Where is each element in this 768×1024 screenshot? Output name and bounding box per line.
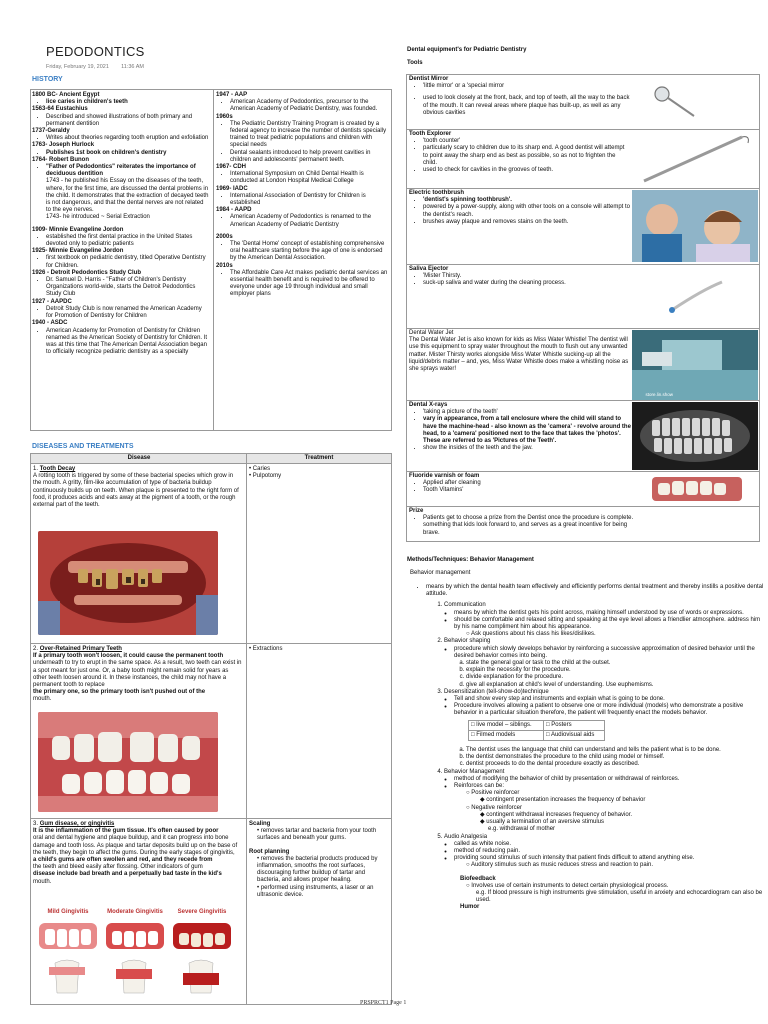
tool-prize <box>406 506 760 542</box>
disease-desc-bold: If a primary tooth won't loosen, it could cause the permanent tooth <box>33 653 224 660</box>
method-shaping: 2. Behavior shaping ◦ procedure which slowly develops behavior by reinforcing a successive approximation of desired behavior until the desired behavior comes into being. a. state the general goal or task to the child at the outset. b. explain the necessity for the procedure. c. divide explanation for the procedure. d. give all explanation at child's level of understanding. Use euphemisms. <box>444 638 764 688</box>
electric-toothbrush-photo <box>632 190 758 262</box>
history-entry-heading: 1967- CDH <box>216 164 247 171</box>
history-entry <box>32 248 210 270</box>
tool-item: • used to check for cavities in the grooves of teeth. <box>423 167 631 174</box>
gingivitis-stages <box>35 909 235 1001</box>
tool-item: • Patients get to choose a prize from the Dentist once the procedure is complete. something that kids look forward to, and serves as a great incentive for being brave. <box>423 515 643 537</box>
row-line <box>31 818 391 819</box>
row-line <box>31 643 391 644</box>
history-entry <box>216 234 388 263</box>
tool-tooth-explorer <box>406 129 760 188</box>
history-entry <box>32 157 210 227</box>
method-behavior-management: 4. Behavior Management ◦ method of modifying the behavior of child by presentation or withdrawal of reinforces. ◦ Reinforces can be: ○ Positive reinforcer ◆ contingent presentation increases the frequency of behavior ○ Negative reinforcer ◆ contingent withdrawal increases frequency of behavior. ◆ usually a termination of an aversive stimulus e.g. withdrawal of mother <box>444 769 764 834</box>
tool-name: Tooth Explorer <box>409 131 452 137</box>
planing-heading: Root planning <box>249 848 290 855</box>
history-entry-item: • Detroit Study Club is now renamed the American Academy for Promotion of Dentistry for Children <box>46 306 210 320</box>
history-entry-heading: 1960s <box>216 113 233 120</box>
page-footer: PRSPRCT1 Page 1 <box>360 1000 407 1006</box>
history-entry-item: • "Father of Pedodontics" reiterates the importance of deciduous dentition <box>46 164 210 178</box>
tool-name: Dental Water Jet <box>409 330 454 336</box>
tool-item: • used to look closely at the front, back, and top of teeth, all the way to the back of the mouth. It can reveal areas where plaque has built-up, as well as any obvious cavities <box>423 95 631 117</box>
disease-desc: oral and dental hygiene and plaque buildup, and it can progress into bone damage and tooth loss. As plaque and tartar deposits build up on the base of the teeth, they begin to affect the gums. During the early stages of gingivitis, <box>33 835 238 856</box>
history-entry-heading: 1927 - AAPDC <box>32 298 72 305</box>
disease-desc: A rotting tooth is triggered by some of these bacterial species which grow in the mouth. A gritty, film-like accumulation of type of bacteria buildup continuously builds up on teeth. When plaque is presented to the right form of food, it produces acids and eats away at the pigment of a tooth, or the rough external part of the teeth. <box>33 473 239 509</box>
col-treatment-header: Treatment <box>247 454 391 463</box>
history-entry-item: • established the first dental practice in the United States devoted only to pediatric patients <box>46 234 210 248</box>
method-audio-analgesia: 5. Audio Analgesia ◦ called as white noise. ◦ method of reducing pain. ◦ providing sound stimulus of such intensity that patient finds difficult to attend anything else. ○ Auditory stimulus such as music reduces stress and reaction to pain. <box>444 834 764 870</box>
dentist-mirror-image <box>632 76 758 128</box>
date-text: Friday, February 19, 2021 <box>46 64 109 70</box>
diseases-col-divider <box>246 454 247 1004</box>
methods-list <box>416 602 764 869</box>
water-jet-caption: store.lin.show <box>645 392 673 397</box>
history-entry <box>32 320 210 356</box>
history-entry <box>32 92 210 106</box>
treatment-item: • removes tartar and bacteria from your tooth surfaces and beneath your gums. <box>257 828 377 842</box>
history-entry-heading: 2010s <box>216 262 233 269</box>
tool-item: • 'dentist's spinning toothbrush'. <box>423 197 631 204</box>
history-entry <box>32 299 210 321</box>
diseases-heading: DISEASES AND TREATMENTS <box>32 443 134 450</box>
scaling-heading: Scaling <box>249 821 271 827</box>
treatment-over-retained <box>249 646 389 653</box>
tool-electric-toothbrush <box>406 188 760 264</box>
history-entry <box>32 128 210 142</box>
history-entry <box>216 263 388 299</box>
diseases-table <box>30 453 392 1005</box>
history-entry-heading: 1764- Robert Bunon <box>32 156 90 163</box>
history-entry-item: • Dr. Samuel D. Harris - "Father of Children's Dentistry Organizations world-wide, starts the Detroit Pedodontics Study Club <box>46 277 210 299</box>
disease-name: Gum disease, or gingivitis <box>39 821 115 827</box>
history-entry-heading: 1969- IADC <box>216 185 248 192</box>
tool-item: • powered by a power-supply, along with other tools on a console will attempt to the dentist's reach. <box>423 204 631 218</box>
treatment-gingivitis <box>249 821 387 899</box>
tooth-decay-photo <box>38 531 218 635</box>
history-entry-item: • American Academy for Promotion of Dentistry for Children renamed as the American Society of Dentistry for Children. It was at this time that The American Dental Association began to officially recognize pediatric dentistry as a specialty <box>46 328 210 357</box>
tool-name: Prize <box>409 508 424 514</box>
tool-item: • vary in appearance, from a tall enclosure where the child will stand to have the machine-head - also known as the 'camera' - revolve around the head, to a 'camera' positioned next to the face that takes the 'photos'. These are referred to as 'Pictures of the Teeth'. <box>423 416 631 445</box>
history-entry-item: • The Affordable Care Act makes pediatric dental services an essential health benefit and is required to be offered to everyone under age 19 through individual and small employer plans <box>230 270 388 299</box>
history-entry-heading: 1940 - ASDC <box>32 320 68 327</box>
history-entry-item: • The 'Dental Home' concept of establishing comprehensive oral healthcare starting before the age of one is endorsed by the American Dental Association. <box>230 241 388 263</box>
history-entry-item: • first textbook on pediatric dentistry, titled Operative Dentistry for Children. <box>46 255 210 269</box>
history-entry-heading: 1925- Minnie Evangeline Jordon <box>32 248 124 255</box>
tool-item: • 'taking a picture of the teeth' <box>423 409 631 416</box>
page-title: PEDODONTICS <box>46 44 145 59</box>
treatment-item: • removes the bacterial products produced by inflammation, smooths the root surfaces, discouraging further buildup of tartar and bacteria, and allows proper healing. <box>257 855 378 884</box>
history-entry-note: 1743 - he published his Essay on the diseases of the teeth, where, for the first time, are discussed the dental problems in the child. It demonstrates that the extraction of decayed teeth is not dangerous, and that the dental nerves are not related to the eye nerves. <box>46 178 209 214</box>
disease-name: Over-Retained Primary Teeth <box>39 646 122 652</box>
tool-item: • show the insides of the teeth and the jaw. <box>423 445 631 452</box>
history-entry <box>32 227 210 249</box>
tool-name: Dental X-rays <box>409 402 448 408</box>
tool-dental-xrays <box>406 400 760 471</box>
history-entry <box>216 207 388 234</box>
history-entry-item: • Writes about theories regarding tooth eruption and exfoliation <box>46 135 210 142</box>
primary-teeth-photo <box>38 712 218 812</box>
tool-item: • particularly scary to children due to its sharp end. A good dentist will attempt to point away the sharp end as best as possible, so as not to frighten the child. <box>423 145 631 167</box>
history-entry-heading: 1909- Minnie Evangeline Jordon <box>32 226 124 233</box>
tool-item: • 'Mister Thirsty. <box>423 273 631 280</box>
method-communication: 1. Communication ◦ means by which the dentist gets his point across, making himself understood by use of words or expressions. ◦ should be comfortable and relaxed sitting and speaking at the eye level allows a friendlier atmosphere. address him by his name compliment him about his appearance. ○ Ask questions about his class his likes/dislikes. <box>444 602 764 638</box>
tool-item: • 'little mirror' or a 'special mirror <box>423 83 631 90</box>
history-entry-heading: 1800 BC- Ancient Egypt <box>32 92 100 98</box>
fluoride-photo <box>632 473 758 505</box>
tools-heading: Tools <box>407 60 423 66</box>
tool-item: • 'tooth counter' <box>423 138 631 145</box>
disease-row-tooth-decay <box>33 466 243 509</box>
tool-item: • Applied after cleaning <box>423 480 631 487</box>
stage-label-mild: Mild Gingivitis <box>47 909 89 915</box>
tool-item: • suck-up saliva and water during the cleaning process. <box>423 280 631 287</box>
history-right-col <box>216 92 388 299</box>
history-entry-item: • American Academy of Pedodontics, precursor to the American Academy of Pediatric Dentistry, was founded. <box>230 99 388 113</box>
page-date <box>46 64 144 70</box>
treatment-item: • Pulpotomy <box>249 473 282 480</box>
stage-label-moderate: Moderate Gingivitis <box>107 909 163 915</box>
disease-desc-bold: a child's gums are often swollen and red, and they recede from <box>33 857 213 864</box>
history-entry <box>32 106 210 128</box>
history-left-col <box>32 92 210 356</box>
history-entry-note: 1743- he introduced ~ Serial Extraction <box>46 214 150 221</box>
disease-desc: the teeth and bleed easily after flossing. Other indicators of gum <box>33 864 203 871</box>
water-jet-photo <box>632 330 758 400</box>
history-entry-heading: 1926 - Detroit Pedodontics Study Club <box>32 269 142 276</box>
disease-name: Tooth Decay <box>39 466 76 472</box>
treatment-item: • performed using instruments, a laser or an ultrasonic device. <box>257 884 374 898</box>
equipment-heading: Dental equipment's for Pediatric Dentistry <box>407 47 527 53</box>
row-num: 2. <box>33 646 39 652</box>
methods-intro: Behavior management <box>410 570 471 576</box>
modeling-grid: □ live model – siblings. □ Posters □ Filmed models □ Audiovisual aids <box>468 720 605 741</box>
tool-name: Electric toothbrush <box>409 190 465 196</box>
treatment-item: • Caries <box>249 466 271 472</box>
dental-xray-image <box>632 402 758 470</box>
disease-row-over-retained <box>33 646 243 704</box>
history-divider <box>213 90 214 430</box>
disease-row-gingivitis <box>33 821 243 886</box>
saliva-ejector-image <box>632 266 758 326</box>
method-desensitization: 3. Desensitization (tell-show-do)technique ◦ Tell and show every step and instruments and explain what is going to be done. ◦ Procedure involves allowing a patient to observe one or more individual (models) who demonstrate a positive behavior in a particular situation therefore, the patient will frequently enact the models behavior. □ live model – siblings. □ Posters □ Filmed models □ Audiovisual aids a. The dentist uses the language that child can understand and tells the patient what is to be done. b. the dentist demonstrates the procedure to the child using model or himself. c. dentist proceeds to do the dental procedure exactly as described. <box>444 689 764 769</box>
history-entry-item: • International Association of Dentistry for Children is established <box>230 193 388 207</box>
disease-desc: underneath to try to erupt in the same space. As a result, two teeth can exist in a spot meant for just one. Or, a baby tooth might remain solid for years as other teeth loosen around it. In these instances, the child may not have a permanent tooth to replace <box>33 660 242 689</box>
history-entry-item: • lice caries in children's teeth <box>46 99 210 106</box>
history-entry <box>216 186 388 208</box>
method-biofeedback: Biofeedback ○ Involves use of certain instruments to detect certain physiological process. e.g. If blood pressure is high instruments give stimulation, useful in anxiety and echocardiogram can also be used. Humor <box>460 875 763 911</box>
time-text: 11:36 AM <box>121 64 144 70</box>
methods-body <box>416 584 764 912</box>
stage-label-severe: Severe Gingivitis <box>177 909 227 915</box>
history-entry-heading: 1763- Joseph Hurlock <box>32 142 95 149</box>
tool-dentist-mirror <box>406 74 760 129</box>
methods-bullet: • means by which the dental health team effectively and efficiently performs dental treatment and thereby instills a positive dental attitude. <box>426 584 764 598</box>
history-entry <box>32 142 210 156</box>
history-heading: HISTORY <box>32 76 63 83</box>
history-entry-heading: 1563-64 Eustachius <box>32 106 88 113</box>
treatment-item: • Extractions <box>249 646 283 652</box>
tool-paragraph: The Dental Water Jet is also known for kids as Miss Water Whistle! The dentist will use this equipment to spray water throughout the mouth to flush out any unwanted matter. Mister Thirsty works alongside Miss Water Whistle sucking-up all the liquid/debris matter – and, yes, Miss Water Whistle does make a whistling noise as she sprays water! <box>409 337 629 373</box>
disease-desc-bold: the primary one, so the primary tooth isn't pushed out of the <box>33 689 206 696</box>
history-entry-heading: 1737-Geraldy <box>32 128 70 135</box>
history-entry <box>216 92 388 114</box>
tool-saliva-ejector <box>406 264 760 328</box>
disease-desc-end: mouth. <box>33 696 52 703</box>
history-entry-item: • Dental sealants introduced to help prevent cavities in children and adolescents' permanent teeth. <box>230 150 388 164</box>
treatment-tooth-decay <box>249 466 389 480</box>
tool-item: • Tooth Vitamins' <box>423 487 631 494</box>
row-line <box>31 463 391 464</box>
disease-desc-bold: It is the inflammation of the gum tissue. It's often caused by poor <box>33 828 219 835</box>
col-disease-header: Disease <box>31 454 247 463</box>
gingivitis-illustration <box>35 919 235 999</box>
history-table <box>30 89 392 431</box>
history-entry <box>216 164 388 186</box>
disease-desc-end: mouth. <box>33 878 52 885</box>
history-entry-heading: 1984 - AAPD <box>216 207 252 214</box>
tool-name: Saliva Ejector <box>409 266 449 272</box>
row-num: 3. <box>33 821 39 827</box>
tool-name: Fluoride varnish or foam <box>409 473 480 479</box>
history-entry-item: • Publishes 1st book on children's dentistry <box>46 150 210 157</box>
tool-item: • brushes away plaque and removes stains on the teeth. <box>423 219 631 226</box>
disease-desc-bold: disease include bad breath and a perpetually bad taste in the kid's <box>33 871 222 878</box>
row-num: 1. <box>33 466 39 472</box>
history-entry-heading: 2000s <box>216 233 233 240</box>
tooth-explorer-image <box>632 131 758 187</box>
history-entry <box>32 270 210 299</box>
tool-fluoride <box>406 471 760 506</box>
history-entry-item: • The Pediatric Dentistry Training Program is created by a federal agency to increase the number of dentists specially trained to treat pediatric populations and children with special needs <box>230 121 388 150</box>
tool-name: Dentist Mirror <box>409 76 449 82</box>
tool-dental-water-jet <box>406 328 760 400</box>
history-entry <box>216 114 388 164</box>
methods-heading: Methods/Techniques: Behavior Management <box>407 557 534 563</box>
history-entry-item: • American Academy of Pedodontics is renamed to the American Academy of Pediatric Dentistry <box>230 214 388 228</box>
history-entry-item: • International Symposium on Child Dental Health is conducted at London Hospital Medical College <box>230 171 388 185</box>
history-entry-item: • Described and showed illustrations of both primary and permanent dentition <box>46 114 210 128</box>
history-entry-heading: 1947 - AAP <box>216 92 248 98</box>
